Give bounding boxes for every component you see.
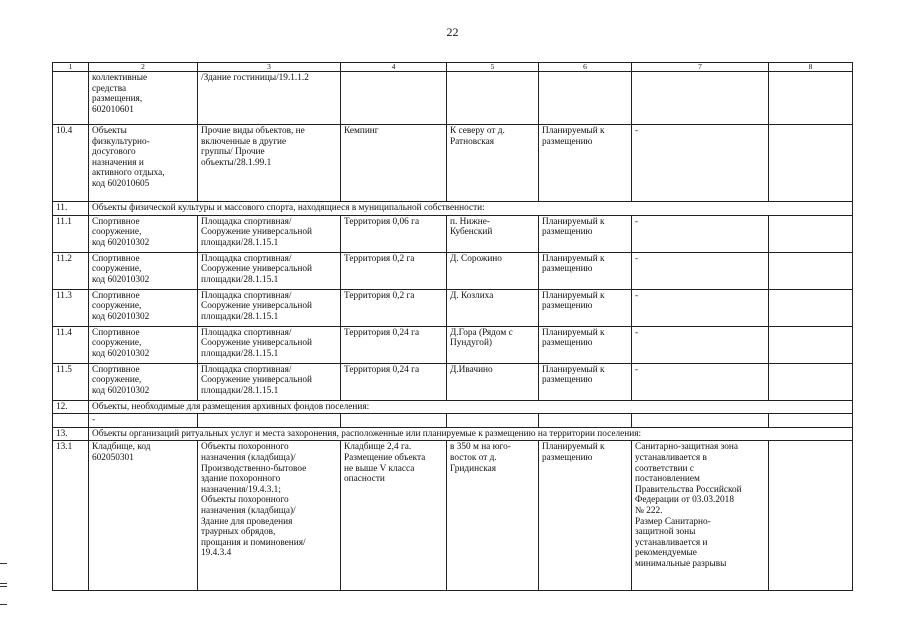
section-number: 13.	[53, 427, 89, 441]
table-row	[53, 215, 853, 252]
object-type: Спортивное сооружение, код 602010302	[89, 289, 198, 326]
object-location: Д.Ивачино	[447, 363, 539, 400]
section-title: Объекты физической культуры и массового спорта, находящиеся в муниципальной собственности:	[89, 202, 853, 216]
object-class: Площадка спортивная/ Сооружение универсальной площадки/28.1.15.1	[198, 252, 341, 289]
object-class: Прочие виды объектов, не включенные в другие группы/ Прочие объекты/28.1.99.1	[198, 125, 341, 202]
object-location: К северу от д. Ратновская	[447, 125, 539, 202]
object-location	[447, 72, 539, 125]
margin-mark	[0, 583, 7, 584]
object-type: Объекты физкультурно- досугового назначения и активного отдыха, код 602010605	[89, 125, 198, 202]
dash-cell: -	[89, 414, 198, 428]
empty-cell	[539, 414, 632, 428]
empty-cell	[769, 252, 853, 289]
object-class: /Здание гостиницы/19.1.1.2	[198, 72, 341, 125]
col-header: 3	[198, 63, 341, 72]
empty-cell	[632, 414, 769, 428]
margin-mark	[0, 586, 7, 587]
object-location: Д. Козлиха	[447, 289, 539, 326]
empty-cell	[53, 414, 89, 428]
object-type: Спортивное сооружение, код 602010302	[89, 252, 198, 289]
table-row	[53, 441, 853, 591]
object-params: Территория 0,24 га	[341, 326, 447, 363]
object-type: Спортивное сооружение, код 602010302	[89, 363, 198, 400]
object-type: Спортивное сооружение, код 602010302	[89, 326, 198, 363]
empty-cell	[769, 441, 853, 591]
col-header: 6	[539, 63, 632, 72]
section-number: 11.	[53, 202, 89, 216]
object-location: п. Нижне- Кубенский	[447, 215, 539, 252]
empty-cell	[198, 414, 341, 428]
object-params	[341, 72, 447, 125]
row-number: 11.2	[53, 252, 89, 289]
empty-cell	[341, 414, 447, 428]
table-row	[53, 363, 853, 400]
margin-mark	[0, 563, 7, 564]
table-row	[53, 414, 853, 428]
object-params: Территория 0,06 га	[341, 215, 447, 252]
object-class: Площадка спортивная/ Сооружение универсальной площадки/28.1.15.1	[198, 363, 341, 400]
object-location: в 350 м на юго- восток от д. Гридинская	[447, 441, 539, 591]
empty-cell	[769, 326, 853, 363]
object-zone: -	[632, 125, 769, 202]
object-zone	[632, 72, 769, 125]
empty-cell	[769, 289, 853, 326]
empty-cell	[447, 414, 539, 428]
object-type: Кладбище, код 602050301	[89, 441, 198, 591]
section-title: Объекты организаций ритуальных услуг и места захоронения, расположенные или планируемые к размещению на территории поселения:	[89, 427, 853, 441]
object-zone: -	[632, 363, 769, 400]
col-header: 2	[89, 63, 198, 72]
row-number: 13.1	[53, 441, 89, 591]
object-zone: -	[632, 289, 769, 326]
object-params: Кладбище 2,4 га. Размещение объекта не выше V класса опасности	[341, 441, 447, 591]
empty-cell	[769, 215, 853, 252]
column-number-row	[53, 63, 853, 72]
object-status: Планируемый к размещению	[539, 289, 632, 326]
row-number: 11.1	[53, 215, 89, 252]
object-zone: Санитарно-защитная зона устанавливается в соответствии с постановлением Правительства Российской Федерации от 03.03.2018 № 222. Размер Санитарно- защитной зоны устанавливается и рекомендуемые минимальные разрывы	[632, 441, 769, 591]
object-class: Площадка спортивная/ Сооружение универсальной площадки/28.1.15.1	[198, 289, 341, 326]
section-row	[53, 202, 853, 216]
col-header: 5	[447, 63, 539, 72]
object-params: Кемпинг	[341, 125, 447, 202]
section-number: 12.	[53, 400, 89, 414]
object-location: Д. Сорожино	[447, 252, 539, 289]
object-type: коллективные средства размещения, 602010601	[89, 72, 198, 125]
empty-cell	[769, 414, 853, 428]
object-zone: -	[632, 215, 769, 252]
object-status: Планируемый к размещению	[539, 441, 632, 591]
object-zone: -	[632, 326, 769, 363]
row-number: 10.4	[53, 125, 89, 202]
row-number	[53, 72, 89, 125]
col-header: 8	[769, 63, 853, 72]
object-status	[539, 72, 632, 125]
object-class: Площадка спортивная/ Сооружение универсальной площадки/28.1.15.1	[198, 326, 341, 363]
col-header: 1	[53, 63, 89, 72]
object-status: Планируемый к размещению	[539, 326, 632, 363]
col-header: 4	[341, 63, 447, 72]
empty-cell	[769, 363, 853, 400]
object-location: Д.Гора (Рядом с Пундугой)	[447, 326, 539, 363]
margin-mark	[0, 604, 7, 605]
object-zone: -	[632, 252, 769, 289]
object-params: Территория 0,24 га	[341, 363, 447, 400]
object-class: Площадка спортивная/ Сооружение универсальной площадки/28.1.15.1	[198, 215, 341, 252]
section-row	[53, 427, 853, 441]
section-title: Объекты, необходимые для размещения архивных фондов поселения:	[89, 400, 853, 414]
section-row	[53, 400, 853, 414]
row-number: 11.3	[53, 289, 89, 326]
object-status: Планируемый к размещению	[539, 125, 632, 202]
object-params: Территория 0,2 га	[341, 289, 447, 326]
object-status: Планируемый к размещению	[539, 215, 632, 252]
row-number: 11.5	[53, 363, 89, 400]
object-status: Планируемый к размещению	[539, 252, 632, 289]
empty-cell	[769, 125, 853, 202]
table-row	[53, 72, 853, 125]
table-row	[53, 125, 853, 202]
object-params: Территория 0,2 га	[341, 252, 447, 289]
object-status: Планируемый к размещению	[539, 363, 632, 400]
object-class: Объекты похоронного назначения (кладбища)/ Производственно-бытовое здание похоронного назначения/19.4.3.1; Объекты похоронного назначения (кладбища)/ Здание для проведения траурных обрядов, прощания и поминовения/ 19.4.3.4	[198, 441, 341, 591]
row-number: 11.4	[53, 326, 89, 363]
col-header: 7	[632, 63, 769, 72]
table-row	[53, 252, 853, 289]
objects-table	[52, 62, 853, 591]
table-row	[53, 326, 853, 363]
object-type: Спортивное сооружение, код 602010302	[89, 215, 198, 252]
empty-cell	[769, 72, 853, 125]
page-number: 22	[446, 25, 459, 39]
table-row	[53, 289, 853, 326]
